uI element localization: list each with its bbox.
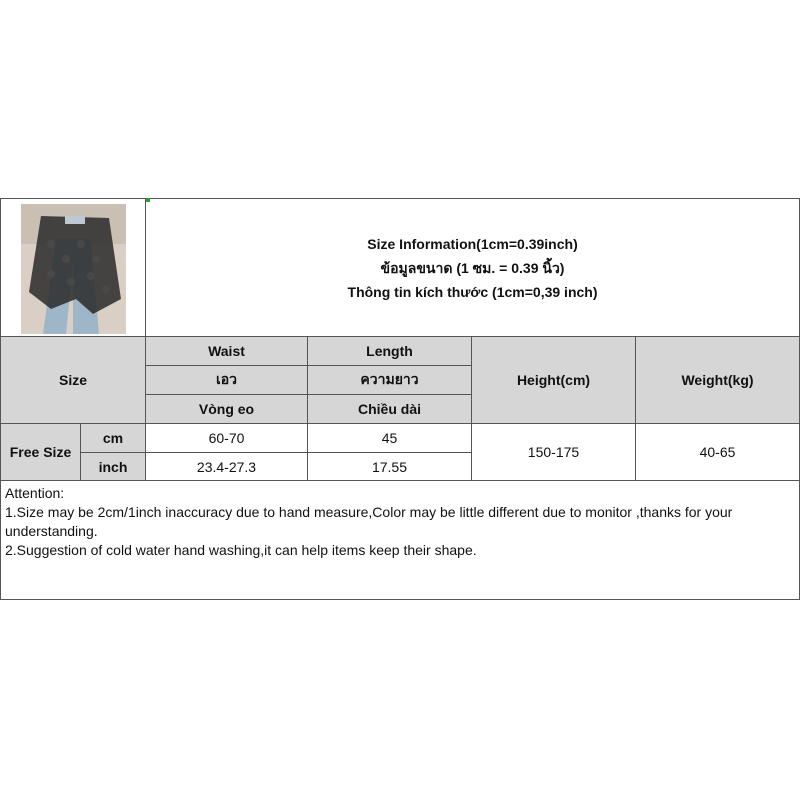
length-header-en: Length bbox=[308, 337, 472, 366]
length-inch-value: 17.55 bbox=[308, 453, 472, 481]
height-value: 150-175 bbox=[472, 424, 636, 481]
table-row bbox=[1, 424, 800, 453]
unit-inch-label: inch bbox=[81, 453, 146, 481]
size-table bbox=[0, 198, 800, 600]
notes-heading: Attention: bbox=[5, 485, 65, 501]
unit-cm-label: cm bbox=[81, 424, 146, 453]
title-line-english: Size Information(1cm=0.39inch) bbox=[367, 235, 578, 252]
weight-value: 40-65 bbox=[636, 424, 800, 481]
attention-notes bbox=[1, 481, 800, 600]
corner-marker bbox=[146, 198, 150, 202]
size-chart bbox=[0, 198, 800, 600]
waist-header-vi: Vòng eo bbox=[146, 395, 308, 424]
length-cm-value: 45 bbox=[308, 424, 472, 453]
size-header: Size bbox=[1, 337, 146, 424]
product-photo bbox=[21, 204, 126, 334]
title-line-thai: ข้อมูลขนาด (1 ซม. = 0.39 นิ้ว) bbox=[380, 259, 565, 276]
waist-inch-value: 23.4-27.3 bbox=[146, 453, 308, 481]
length-header-th: ความยาว bbox=[308, 366, 472, 395]
waist-header-en: Waist bbox=[146, 337, 308, 366]
free-size-label: Free Size bbox=[1, 424, 81, 481]
size-info-title bbox=[146, 199, 800, 337]
length-header-vi: Chiều dài bbox=[308, 395, 472, 424]
product-image-cell bbox=[1, 199, 146, 337]
waist-header-th: เอว bbox=[146, 366, 308, 395]
height-header: Height(cm) bbox=[472, 337, 636, 424]
notes-line-2: 2.Suggestion of cold water hand washing,it can help items keep their shape. bbox=[5, 542, 477, 558]
waist-cm-value: 60-70 bbox=[146, 424, 308, 453]
title-line-vietnamese: Thông tin kích thước (1cm=0,39 inch) bbox=[347, 283, 598, 300]
weight-header: Weight(kg) bbox=[636, 337, 800, 424]
notes-line-1: 1.Size may be 2cm/1inch inaccuracy due to hand measure,Color may be little different due to monitor ,thanks for your understanding. bbox=[5, 504, 733, 539]
